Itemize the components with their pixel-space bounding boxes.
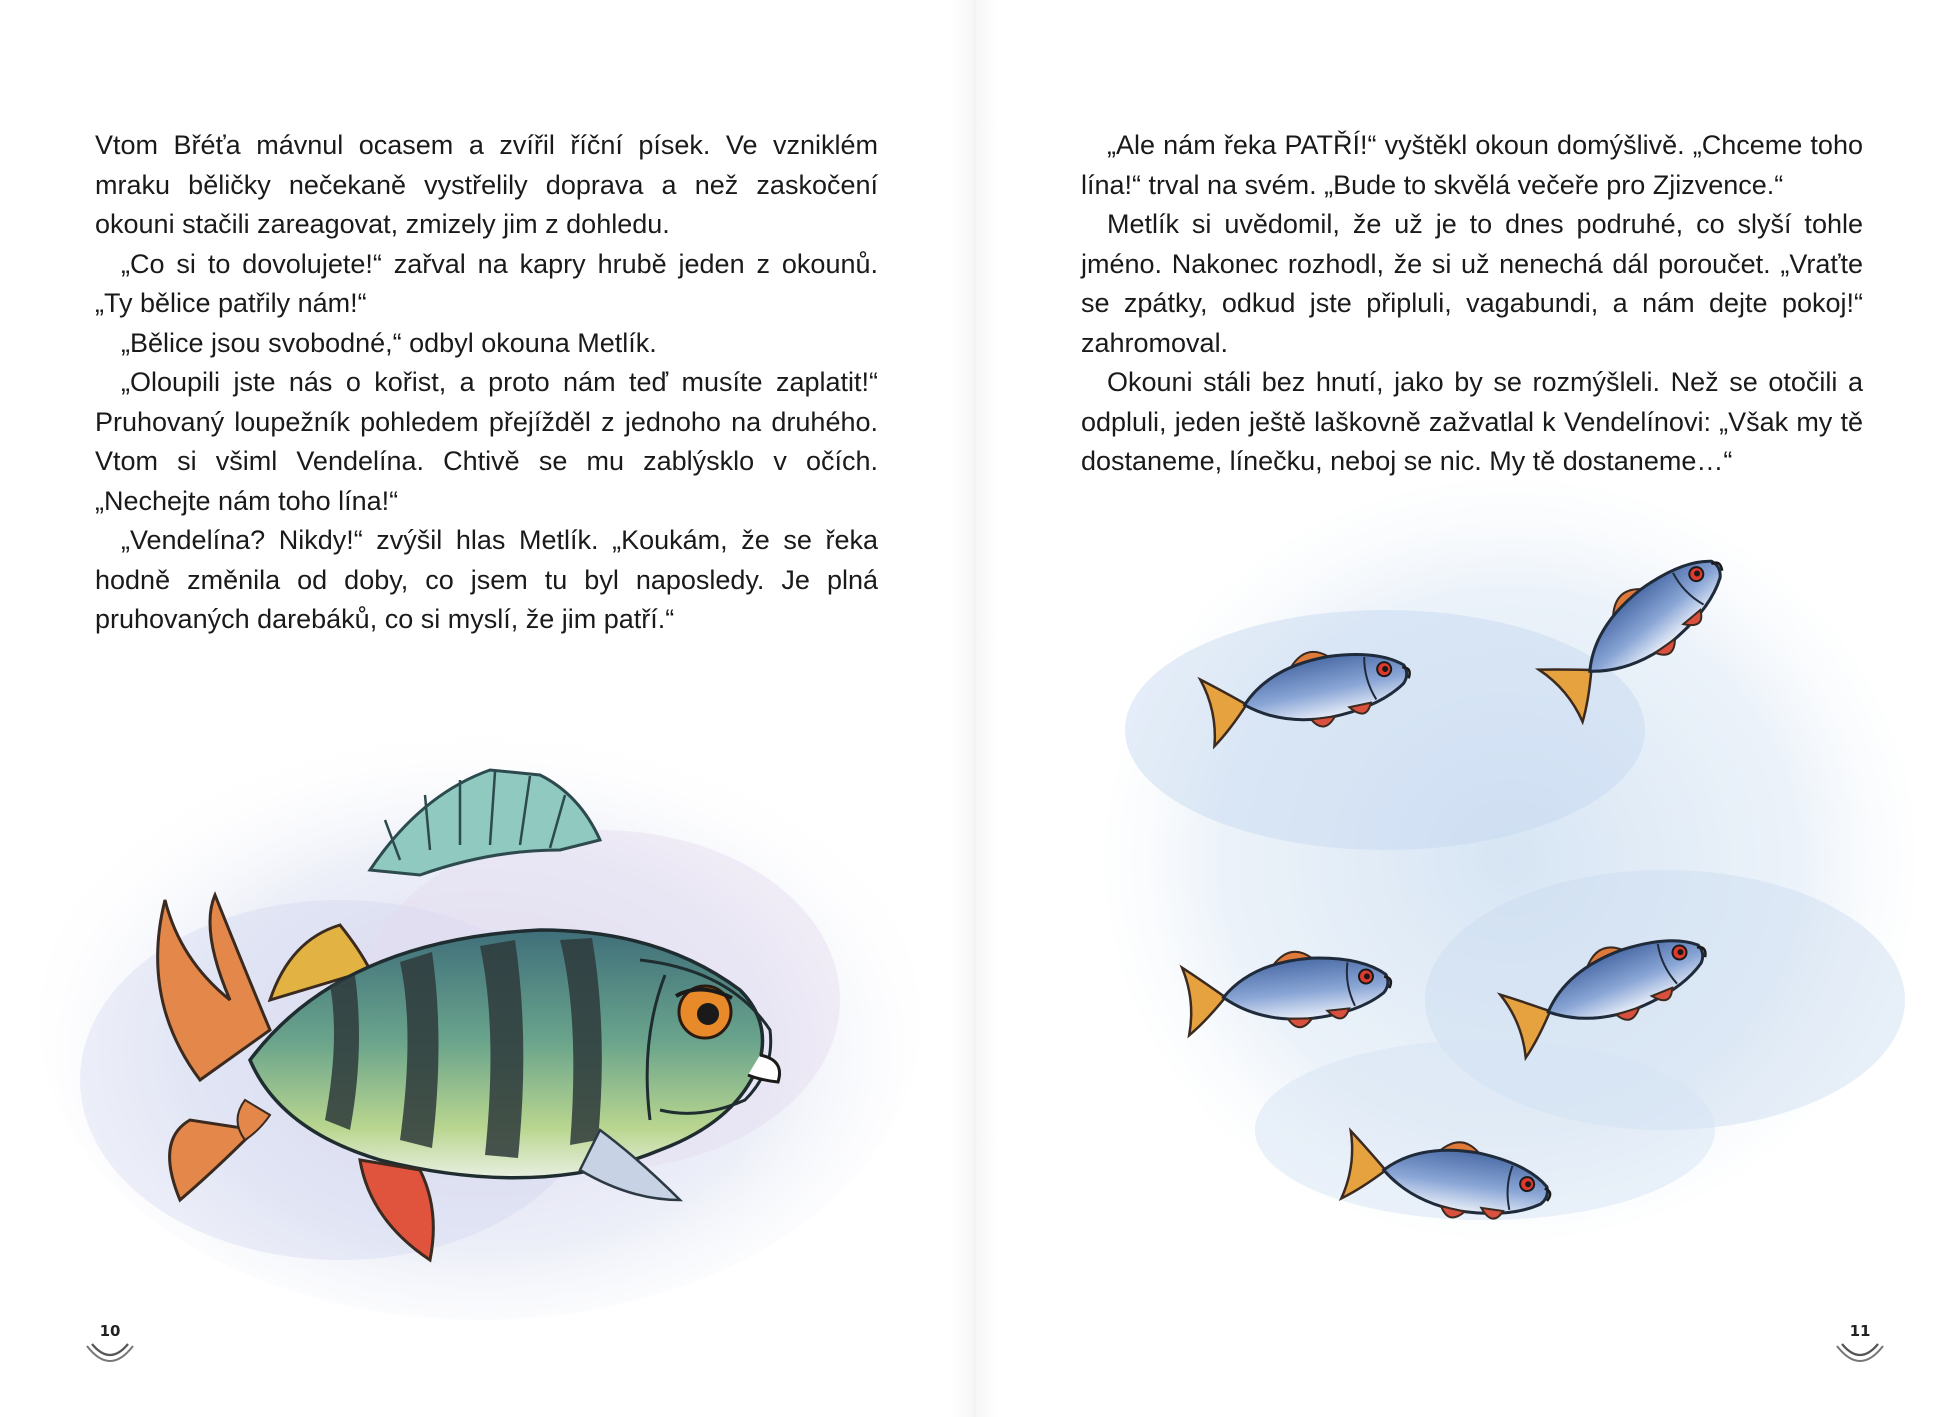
- left-page-text: [95, 126, 878, 640]
- paragraph: Metlík si uvědomil, že už je to dnes podruhé, co slyší tohle jméno. Nakonec rozhodl, že si už nenechá dál poroučet. „Vraťte se zpátky, odkud jste připluli, vagabundi, a nám dejte pokoj!“ zahromoval.: [1081, 209, 1863, 358]
- page-number: 10: [99, 1322, 121, 1340]
- paragraph: „Vendelína? Nikdy!“ zvýšil hlas Metlík. „Koukám, že se řeka hodně změnila od doby, co jsem tu byl naposledy. Je plná pruhovaných darebáků, co si myslí, že jim patří.“: [95, 525, 878, 634]
- paragraph: „Oloupili jste nás o kořist, a proto nám teď musíte zaplatit!“ Pruhovaný loupežník pohledem přejížděl z jednoho na druhého. Vtom si všiml Vendelína. Chtivě se mu zablýsklo v očích. „Nechejte nám toho lína!“: [95, 367, 878, 516]
- roach-school-illustration: [1105, 480, 1915, 1260]
- wave-ornament-icon: [80, 1318, 140, 1378]
- right-page-text: [1081, 126, 1863, 482]
- paragraph: „Bělice jsou svobodné,“ odbyl okouna Metlík.: [121, 327, 657, 358]
- paragraph: „Co si to dovolujete!“ zařval na kapry hrubě jeden z okounů. „Ty bělice patřily nám!“: [95, 248, 878, 318]
- page-number-right: [1830, 1318, 1890, 1378]
- page-number: 11: [1849, 1322, 1871, 1340]
- perch-illustration: [40, 700, 920, 1320]
- paragraph: Vtom Břéťa mávnul ocasem a zvířil říční písek. Ve vzniklém mraku běličky nečekaně vystřelily doprava a než zaskočení okouni stačili zareagovat, zmizely jim z dohledu.: [95, 130, 878, 239]
- wave-ornament-icon: [1830, 1318, 1890, 1378]
- paragraph: „Ale nám řeka PATŘÍ!“ vyštěkl okoun domýšlivě. „Chceme toho lína!“ trval na svém. „Bude to skvělá večeře pro Zjizvence.“: [1081, 130, 1863, 200]
- page-number-left: [80, 1318, 140, 1378]
- paragraph: Okouni stáli bez hnutí, jako by se rozmýšleli. Než se otočili a odpluli, jeden ještě laškovně zažvatlal k Vendelínovi: „Však my tě dostaneme, línečku, neboj se nic. My tě dostaneme…“: [1081, 367, 1863, 476]
- right-page: [975, 0, 1949, 1417]
- left-page: [0, 0, 974, 1417]
